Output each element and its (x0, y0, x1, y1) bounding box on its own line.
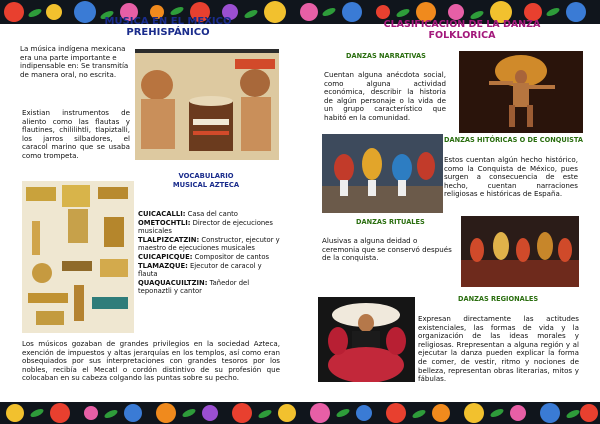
vocab-term: QUAQUACUILTZIN: (138, 278, 208, 287)
vocab-def: Tañedor del teponaztli y cantor (138, 278, 250, 296)
vocab-title-line2: MUSICAL AZTECA (172, 180, 240, 189)
historicas-text: Estos cuentan algún hecho histórico, como la Conquista de México, pues surgen a consecuencia de este hecho, cuentan narraciones religiosas e históricas de España. (444, 155, 578, 199)
vocab-term: OMETOCHTLI: (138, 218, 191, 227)
vocab-item (138, 262, 280, 279)
footer-paragraph: Los músicos gozaban de grandes privilegios en la sociedad Azteca, exención de impuestos y altas jerarquías en los templos, así como eran obsequiados por sus interpretaciones con grandes tesoros por los nobles, recibía el Mecatl o cordón distintivo de su profesión que colocaban en su cabeza colgando las puntas sobre su pecho. (22, 339, 280, 383)
flower-icon (50, 403, 70, 423)
vocab-term: TLAMAZQUE: (138, 261, 188, 270)
narrativas-text: Cuentan alguna anécdota social, como alguna actividad económica, describir la historia de algún personaje o la vida de un grupo característico que habitó en la comunidad. (324, 70, 446, 122)
instruments-paragraph: Existian instrumentos de aliento como las flautas y flautines, chililihtli, tlapiztalli, los jarros silbadores, el caracol marino que se usaba como trompeta. (22, 108, 130, 160)
flower-icon (232, 403, 252, 423)
regionales-text: Expresan directamente las actitudes existenciales, las formas de vida y la organización de las ideas morales y religiosas. Rrepresentan a alguna región y al ejecutar la danza pueden explicar la forma de comer, de vestir, ritmo y nociones de belleza, representan obras literarias, mitos y fábulas. (418, 314, 579, 384)
flower-icon (124, 404, 142, 422)
ritual-dance-image (461, 216, 579, 287)
flower-icon (4, 2, 24, 22)
right-title (362, 19, 562, 41)
vocab-item (138, 279, 280, 296)
vocab-def: Compositor de cantos (192, 252, 270, 261)
flower-icon (540, 403, 560, 423)
flower-icon (202, 405, 218, 421)
historic-dance-image (322, 134, 443, 213)
historicas-title: DANZAS HITÓRICAS O DE CONQUISTA (444, 136, 584, 144)
right-title-line2: FOLKLORICA (428, 30, 496, 41)
vocab-title-line1: VOCABULARIO (178, 172, 234, 180)
flower-icon (6, 404, 24, 422)
rituales-title: DANZAS RITUALES (356, 218, 425, 226)
vocab-term: CUICAPICQUE: (138, 252, 193, 261)
flower-icon (46, 4, 62, 20)
vocab-item (138, 236, 280, 253)
vocab-def: Ejecutor de caracol y flauta (138, 261, 262, 279)
vocab-term: TLALPIZCATZIN: (138, 235, 200, 244)
vocab-item (138, 219, 280, 236)
narrative-dancer-image (459, 51, 583, 133)
flower-icon (278, 404, 296, 422)
narrativas-title: DANZAS NARRATIVAS (346, 52, 426, 60)
flower-icon (156, 403, 176, 423)
flower-icon (342, 2, 362, 22)
floral-border-bottom (0, 402, 600, 424)
intro-paragraph: La música indígena mexicana era una parte importante e indipensable en: Se transmitía de manera oral, no escrita. (20, 44, 129, 79)
vocab-title (166, 172, 246, 189)
flower-icon (580, 404, 598, 422)
vocab-term: CUICACALLI: (138, 210, 186, 218)
flower-icon (356, 405, 372, 421)
aztec-instruments-image (22, 181, 134, 333)
flower-icon (310, 403, 330, 423)
flower-icon (566, 2, 586, 22)
right-title-line1: CLASIFICACION DE LA DANZA (383, 19, 541, 30)
vocab-item (138, 253, 280, 262)
flower-icon (464, 403, 484, 423)
left-title-line1: MUSICA EN EL MEXICO (104, 16, 232, 27)
vocab-def: Director de ejecuciones musicales (138, 218, 273, 236)
regional-dance-image (318, 297, 415, 382)
regionales-title: DANZAS REGIONALES (458, 295, 539, 303)
left-title (68, 16, 268, 38)
aztec-musicians-image (135, 49, 279, 160)
flower-icon (510, 405, 526, 421)
flower-icon (386, 403, 406, 423)
left-title-line2: PREHISPÁNICO (126, 27, 210, 38)
vocab-def: Constructor, ejecutor y maestro de ejecuciones musicales (138, 235, 280, 253)
flower-icon (84, 406, 98, 420)
vocab-def: Casa del canto (185, 210, 238, 218)
flower-icon (300, 3, 318, 21)
vocab-item (138, 210, 280, 219)
flower-icon (432, 404, 450, 422)
vocab-list (138, 210, 280, 296)
flower-icon (376, 5, 390, 19)
flower-icon (448, 4, 464, 20)
rituales-text: Alusivas a alguna deidad o ceremonia que se conservó después de la conquista. (322, 236, 452, 263)
